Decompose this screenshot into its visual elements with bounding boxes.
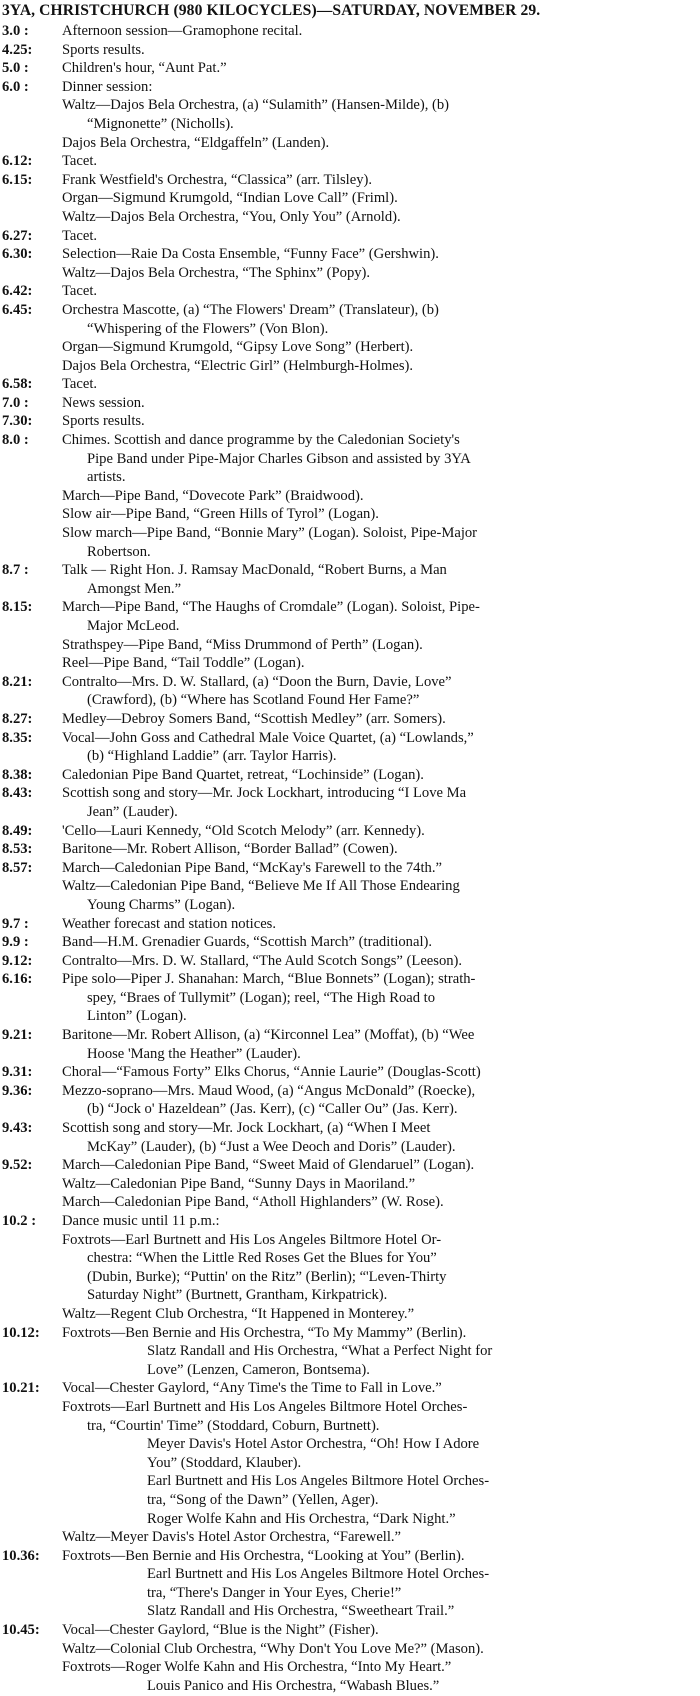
- entry-line: Waltz—Dajos Bela Orchestra, (a) “Sulamith” (Hansen-Milde), (b): [62, 97, 450, 114]
- entry-time: 8.15:: [2, 599, 33, 616]
- entry-line: Slatz Randall and His Orchestra, “What a Perfect Night for: [147, 1343, 493, 1360]
- entry-line: Waltz—Dajos Bela Orchestra, “You, Only You” (Arnold).: [62, 208, 401, 225]
- schedule-entry: [2, 431, 696, 561]
- entry-line: Tacet.: [62, 227, 98, 244]
- entry-line: March—Caledonian Pipe Band, “McKay's Farewell to the 74th.”: [62, 859, 442, 876]
- entry-line: (b) “Highland Laddie” (arr. Taylor Harris).: [87, 748, 337, 765]
- entry-line: Talk — Right Hon. J. Ramsay MacDonald, “Robert Burns, a Man: [62, 562, 447, 579]
- entry-lines: [62, 78, 696, 152]
- entry-lines: [62, 245, 696, 282]
- entry-line: tra, “Song of the Dawn” (Yellen, Ager).: [147, 1491, 379, 1508]
- entry-line: (Dubin, Burke); “Puttin' on the Ritz” (Berlin); “'Leven-Thirty: [87, 1268, 447, 1285]
- schedule-entry: [2, 1119, 696, 1156]
- entry-line: Contralto—Mrs. D. W. Stallard, (a) “Doon the Burn, Davie, Love”: [62, 673, 452, 690]
- entry-line: Tacet.: [62, 153, 98, 170]
- entry-time: 10.36:: [2, 1547, 40, 1564]
- entry-line: (b) “Jock o' Hazeldean” (Jas. Kerr), (c) “Caller Ou” (Jas. Kerr).: [87, 1101, 458, 1118]
- entry-line: Dinner session:: [62, 78, 153, 95]
- entry-line: Hoose 'Mang the Heather” (Lauder).: [87, 1045, 301, 1062]
- entry-line: Selection—Raie Da Costa Ensemble, “Funny Face” (Gershwin).: [62, 246, 439, 263]
- entry-line: artists.: [87, 469, 126, 486]
- entry-lines: [62, 970, 696, 1026]
- entry-lines: [62, 22, 696, 41]
- entry-time: 9.7 :: [2, 915, 29, 932]
- entry-line: Choral—“Famous Forty” Elks Chorus, “Annie Laurie” (Douglas-Scott): [62, 1064, 481, 1081]
- entry-line: Tacet.: [62, 376, 98, 393]
- entry-time: 6.30:: [2, 246, 33, 263]
- entry-time: 8.7 :: [2, 562, 29, 579]
- entry-time: 9.52:: [2, 1157, 33, 1174]
- schedule-entry: [2, 59, 696, 78]
- schedule-entry: [2, 729, 696, 766]
- entry-line: Vocal—John Goss and Cathedral Male Voice Quartet, (a) “Lowlands,”: [62, 729, 474, 746]
- entry-lines: [62, 59, 696, 78]
- entry-time: 8.43:: [2, 785, 33, 802]
- entry-line: Frank Westfield's Orchestra, “Classica” (arr. Tilsley).: [62, 171, 373, 188]
- entry-line: Dance music until 11 p.m.:: [62, 1213, 220, 1229]
- schedule-entry: [2, 1379, 696, 1546]
- entry-line: Sports results.: [62, 41, 145, 58]
- entry-line: Scottish song and story—Mr. Jock Lockhart, (a) “When I Meet: [62, 1120, 431, 1137]
- entry-lines: [62, 561, 696, 598]
- schedule-entry: [2, 710, 696, 729]
- entry-line: Waltz—Dajos Bela Orchestra, “The Sphinx” (Popy).: [62, 264, 371, 281]
- schedule-entry: [2, 970, 696, 1026]
- entry-time: 6.15:: [2, 171, 33, 188]
- entry-line: Strathspey—Pipe Band, “Miss Drummond of Perth” (Logan).: [62, 636, 423, 653]
- schedule-entry: [2, 245, 696, 282]
- entry-lines: [62, 282, 696, 301]
- entry-line: Tacet.: [62, 283, 98, 300]
- entry-time: 6.27:: [2, 227, 33, 244]
- entry-time: 9.43:: [2, 1120, 33, 1137]
- entry-time: 6.45:: [2, 301, 33, 318]
- entry-line: Medley—Debroy Somers Band, “Scottish Medley” (arr. Somers).: [62, 710, 446, 727]
- schedule-entry: [2, 1063, 696, 1082]
- entry-time: 6.42:: [2, 283, 33, 300]
- entry-line: Vocal—Chester Gaylord, “Blue is the Night” (Fisher).: [62, 1622, 379, 1639]
- entry-line: Slow march—Pipe Band, “Bonnie Mary” (Logan). Soloist, Pipe-Major: [62, 525, 478, 542]
- entry-line: “Whispering of the Flowers” (Von Blon).: [87, 320, 329, 337]
- entry-line: Slatz Randall and His Orchestra, “Sweetheart Trail.”: [147, 1603, 455, 1620]
- entry-lines: [62, 1547, 696, 1621]
- entry-line: “Mignonette” (Nicholls).: [87, 115, 234, 132]
- schedule-entry: [2, 561, 696, 598]
- entry-lines: [62, 598, 696, 672]
- entry-line: Waltz—Colonial Club Orchestra, “Why Don't You Love Me?” (Mason).: [62, 1640, 484, 1657]
- schedule-entry: [2, 915, 696, 934]
- entry-time: 5.0 :: [2, 60, 29, 77]
- schedule-entry: [2, 859, 696, 915]
- entry-lines: [62, 729, 696, 766]
- entry-lines: [62, 673, 696, 710]
- entry-line: Young Charms” (Logan).: [87, 896, 236, 913]
- entry-lines: [62, 784, 696, 821]
- entry-time: 10.21:: [2, 1380, 40, 1397]
- entry-line: Waltz—Meyer Davis's Hotel Astor Orchestra, “Farewell.”: [62, 1529, 402, 1546]
- entry-line: Baritone—Mr. Robert Allison, “Border Ballad” (Cowen).: [62, 841, 398, 858]
- entry-line: Baritone—Mr. Robert Allison, (a) “Kirconnel Lea” (Moffat), (b) “Wee: [62, 1027, 475, 1044]
- schedule-list: [2, 22, 696, 1694]
- entry-line: Waltz—Regent Club Orchestra, “It Happened in Monterey.”: [62, 1305, 415, 1322]
- entry-lines: [62, 375, 696, 394]
- schedule-entry: [2, 1156, 696, 1212]
- entry-time: 7.0 :: [2, 394, 29, 411]
- schedule-entry: [2, 375, 696, 394]
- entry-line: Band—H.M. Grenadier Guards, “Scottish March” (traditional).: [62, 934, 433, 951]
- entry-line: Jean” (Lauder).: [87, 803, 178, 820]
- entry-lines: [62, 1379, 696, 1546]
- entry-time: 8.38:: [2, 766, 33, 783]
- schedule-entry: [2, 1547, 696, 1621]
- schedule-entry: [2, 784, 696, 821]
- entry-line: tra, “There's Danger in Your Eyes, Cherie!”: [147, 1584, 402, 1601]
- schedule-entry: [2, 673, 696, 710]
- entry-line: Mezzo-soprano—Mrs. Maud Wood, (a) “Angus McDonald” (Roecke),: [62, 1082, 476, 1099]
- entry-lines: [62, 1156, 696, 1212]
- programme-page: [2, 2, 696, 1694]
- entry-time: 7.30:: [2, 413, 33, 430]
- entry-time: 8.49:: [2, 822, 33, 839]
- entry-line: Foxtrots—Earl Burtnett and His Los Angeles Biltmore Hotel Orches-: [62, 1398, 468, 1415]
- schedule-entry: [2, 152, 696, 171]
- schedule-entry: [2, 766, 696, 785]
- schedule-entry: [2, 78, 696, 152]
- entry-time: 9.12:: [2, 952, 33, 969]
- entry-line: Louis Panico and His Orchestra, “Wabash Blues.”: [147, 1677, 440, 1694]
- entry-line: Reel—Pipe Band, “Tail Toddle” (Logan).: [62, 655, 305, 672]
- entry-line: Meyer Davis's Hotel Astor Orchestra, “Oh! How I Adore: [147, 1436, 480, 1453]
- entry-lines: [62, 1212, 696, 1324]
- entry-lines: [62, 227, 696, 246]
- entry-lines: [62, 431, 696, 561]
- schedule-entry: [2, 598, 696, 672]
- schedule-entry: [2, 227, 696, 246]
- entry-line: Foxtrots—Earl Burtnett and His Los Angeles Biltmore Hotel Or-: [62, 1231, 442, 1248]
- entry-line: Pipe Band under Pipe-Major Charles Gibson and assisted by 3YA: [87, 450, 471, 467]
- entry-line: Vocal—Chester Gaylord, “Any Time's the Time to Fall in Love.”: [62, 1380, 442, 1397]
- schedule-entry: [2, 171, 696, 227]
- entry-line: News session.: [62, 394, 145, 411]
- entry-lines: [62, 1082, 696, 1119]
- entry-time: 8.35:: [2, 729, 33, 746]
- entry-lines: [62, 710, 696, 729]
- entry-line: Sports results.: [62, 413, 145, 430]
- entry-line: Foxtrots—Ben Bernie and His Orchestra, “To My Mammy” (Berlin).: [62, 1324, 467, 1341]
- entry-line: (Crawford), (b) “Where has Scotland Found Her Fame?”: [87, 692, 420, 709]
- entry-line: Organ—Sigmund Krumgold, “Gipsy Love Song” (Herbert).: [62, 339, 414, 356]
- entry-lines: [62, 301, 696, 375]
- schedule-entry: [2, 1621, 696, 1694]
- entry-line: Dajos Bela Orchestra, “Electric Girl” (Helmburgh-Holmes).: [62, 357, 414, 374]
- schedule-entry: [2, 933, 696, 952]
- entry-line: 'Cello—Lauri Kennedy, “Old Scotch Melody” (arr. Kennedy).: [62, 822, 425, 839]
- schedule-entry: [2, 1082, 696, 1119]
- entry-line: Scottish song and story—Mr. Jock Lockhart, introducing “I Love Ma: [62, 785, 467, 802]
- entry-line: McKay” (Lauder), (b) “Just a Wee Deoch and Doris” (Lauder).: [87, 1138, 456, 1155]
- entry-lines: [62, 766, 696, 785]
- entry-lines: [62, 915, 696, 934]
- entry-time: 6.58:: [2, 376, 33, 393]
- schedule-entry: [2, 41, 696, 60]
- entry-line: chestra: “When the Little Red Roses Get the Blues for You”: [87, 1250, 437, 1267]
- entry-lines: [62, 152, 696, 171]
- entry-time: 10.45:: [2, 1622, 40, 1639]
- entry-line: spey, “Braes of Tullymit” (Logan); reel, “The High Road to: [87, 989, 436, 1006]
- entry-line: Children's hour, “Aunt Pat.”: [62, 60, 227, 77]
- entry-line: tra, “Courtin' Time” (Stoddard, Coburn, Burtnett).: [87, 1417, 380, 1434]
- entry-time: 8.57:: [2, 859, 33, 876]
- entry-lines: [62, 394, 696, 413]
- schedule-entry: [2, 952, 696, 971]
- schedule-entry: [2, 1026, 696, 1063]
- entry-line: Love” (Lenzen, Cameron, Bontsema).: [147, 1361, 370, 1378]
- entry-lines: [62, 1119, 696, 1156]
- entry-time: 9.21:: [2, 1027, 33, 1044]
- entry-time: 9.31:: [2, 1064, 33, 1081]
- entry-line: Major McLeod.: [87, 618, 180, 634]
- entry-time: 6.16:: [2, 971, 33, 988]
- schedule-entry: [2, 394, 696, 413]
- entry-time: 6.0 :: [2, 78, 29, 95]
- entry-line: Weather forecast and station notices.: [62, 915, 276, 932]
- entry-line: March—Caledonian Pipe Band, “Sweet Maid of Glendaruel” (Logan).: [62, 1157, 475, 1174]
- entry-lines: [62, 933, 696, 952]
- schedule-entry: [2, 1212, 696, 1324]
- entry-time: 8.0 :: [2, 432, 29, 449]
- entry-line: Waltz—Caledonian Pipe Band, “Sunny Days in Maoriland.”: [62, 1175, 416, 1192]
- entry-line: Organ—Sigmund Krumgold, “Indian Love Call” (Friml).: [62, 190, 398, 207]
- entry-lines: [62, 822, 696, 841]
- entry-line: You” (Stoddard, Klauber).: [147, 1454, 302, 1471]
- entry-line: Slow air—Pipe Band, “Green Hills of Tyrol” (Logan).: [62, 506, 379, 523]
- entry-line: Dajos Bela Orchestra, “Eldgaffeln” (Landen).: [62, 134, 330, 151]
- schedule-entry: [2, 1324, 696, 1380]
- entry-line: March—Pipe Band, “Dovecote Park” (Braidwood).: [62, 487, 364, 504]
- entry-line: Pipe solo—Piper J. Shanahan: March, “Blue Bonnets” (Logan); strath-: [62, 971, 476, 988]
- entry-lines: [62, 41, 696, 60]
- entry-line: Afternoon session—Gramophone recital.: [62, 23, 303, 39]
- entry-time: 3.0 :: [2, 23, 29, 39]
- entry-line: Contralto—Mrs. D. W. Stallard, “The Auld Scotch Songs” (Leeson).: [62, 952, 463, 969]
- entry-time: 6.12:: [2, 153, 33, 170]
- entry-time: 9.9 :: [2, 934, 29, 951]
- entry-line: Earl Burtnett and His Los Angeles Biltmore Hotel Orches-: [147, 1566, 490, 1583]
- entry-line: Amongst Men.”: [87, 580, 182, 597]
- entry-line: Orchestra Mascotte, (a) “The Flowers' Dream” (Translateur), (b): [62, 301, 439, 318]
- entry-lines: [62, 859, 696, 915]
- entry-line: March—Pipe Band, “The Haughs of Cromdale” (Logan). Soloist, Pipe-: [62, 599, 480, 616]
- entry-line: Chimes. Scottish and dance programme by the Caledonian Society's: [62, 432, 460, 449]
- schedule-entry: [2, 840, 696, 859]
- entry-lines: [62, 1063, 696, 1082]
- entry-line: Waltz—Caledonian Pipe Band, “Believe Me If All Those Endearing: [62, 878, 460, 895]
- entry-time: 9.36:: [2, 1082, 33, 1099]
- entry-time: 10.12:: [2, 1324, 40, 1341]
- entry-line: Foxtrots—Ben Bernie and His Orchestra, “Looking at You” (Berlin).: [62, 1547, 465, 1564]
- entry-time: 8.21:: [2, 673, 33, 690]
- entry-time: 8.53:: [2, 841, 33, 858]
- entry-line: Foxtrots—Roger Wolfe Kahn and His Orchestra, “Into My Heart.”: [62, 1659, 452, 1676]
- entry-line: Caledonian Pipe Band Quartet, retreat, “Lochinside” (Logan).: [62, 766, 424, 783]
- entry-lines: [62, 1026, 696, 1063]
- entry-line: Robertson.: [87, 543, 151, 560]
- entry-lines: [62, 1621, 696, 1694]
- programme-heading: 3YA, CHRISTCHURCH (980 KILOCYCLES)—SATURDAY, NOVEMBER 29.: [2, 2, 541, 19]
- entry-lines: [62, 412, 696, 431]
- entry-time: 8.27:: [2, 710, 33, 727]
- schedule-entry: [2, 301, 696, 375]
- entry-line: Roger Wolfe Kahn and His Orchestra, “Dark Night.”: [147, 1510, 456, 1527]
- entry-lines: [62, 952, 696, 971]
- entry-lines: [62, 1324, 696, 1380]
- schedule-entry: [2, 282, 696, 301]
- entry-line: Saturday Night” (Burtnett, Grantham, Kirkpatrick).: [87, 1287, 388, 1304]
- entry-line: March—Caledonian Pipe Band, “Atholl Highlanders” (W. Rose).: [62, 1194, 444, 1211]
- entry-line: Linton” (Logan).: [87, 1008, 187, 1025]
- schedule-entry: [2, 822, 696, 841]
- entry-lines: [62, 840, 696, 859]
- entry-line: Earl Burtnett and His Los Angeles Biltmore Hotel Orches-: [147, 1473, 490, 1490]
- entry-lines: [62, 171, 696, 227]
- schedule-entry: [2, 412, 696, 431]
- entry-time: 10.2 :: [2, 1213, 37, 1229]
- entry-time: 4.25:: [2, 41, 33, 58]
- schedule-entry: [2, 22, 696, 41]
